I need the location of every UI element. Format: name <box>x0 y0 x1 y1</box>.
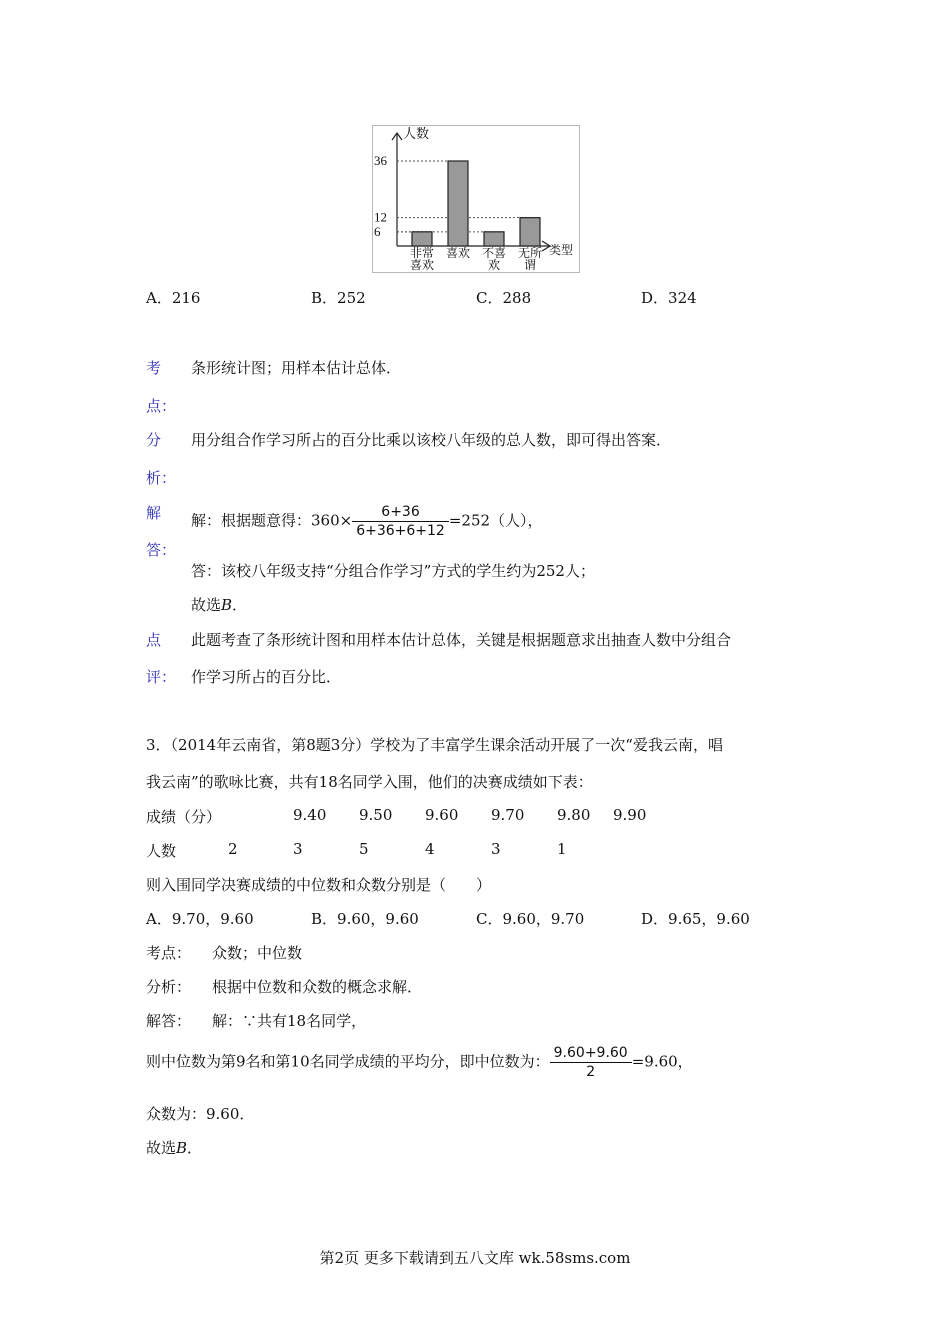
q2-solution-prefix: 解：根据题意得：360× <box>191 511 353 530</box>
q3-choice-b: B．9.60，9.60 <box>311 910 419 928</box>
q3-kaodian-label: 考点： <box>146 944 192 962</box>
q3-median-line <box>146 1044 693 1081</box>
q2-choice-c: C．288 <box>476 289 532 307</box>
category-label: 喜欢 <box>445 246 471 260</box>
q2-fraction-denominator: 6+36+6+12 <box>352 521 449 540</box>
bar-chart <box>372 125 580 273</box>
q3-score-cell: 9.90 <box>613 806 647 824</box>
q3-choice-c: C．9.60，9.70 <box>476 910 585 928</box>
category-label: 非常 <box>409 246 435 260</box>
page-footer: 第2页 更多下载请到五八文库 wk.58sms.com <box>319 1249 631 1267</box>
q3-count-cell: 2 <box>228 840 238 858</box>
q2-jieda-label-2: 答： <box>146 541 177 559</box>
q2-dianping-text-2: 作学习所占的百分比． <box>191 668 342 686</box>
q2-fenxi-text: 用分组合作学习所占的百分比乘以该校八年级的总人数，即可得出答案． <box>191 431 672 449</box>
bar <box>448 161 468 246</box>
q2-fenxi-label-2: 析： <box>146 469 177 487</box>
q3-choose-text: 故选 <box>146 1139 177 1157</box>
q3-line-1: 3．（2014年云南省，第8题3分）学校为了丰富学生课余活动开展了一次“爱我云南，唱 <box>146 736 723 754</box>
q2-kaodian-label-1: 考 <box>146 359 162 377</box>
bar <box>484 232 504 246</box>
y-tick-label: 6 <box>374 223 381 239</box>
q2-choice-b: B．252 <box>311 289 366 307</box>
q3-score-cell: 9.80 <box>557 806 591 824</box>
q2-choose-text: 故选 <box>191 596 222 614</box>
q3-kaodian-text: 众数；中位数 <box>212 944 303 962</box>
q2-dianping-label-1: 点 <box>146 631 162 649</box>
q3-fenxi-text: 根据中位数和众数的概念求解． <box>212 978 423 996</box>
q2-kaodian-text: 条形统计图；用样本估计总体． <box>191 359 402 377</box>
q3-median-suffix: =9.60， <box>631 1052 693 1071</box>
q2-choice-a: A．216 <box>146 289 201 307</box>
bar <box>520 218 540 246</box>
q3-median-denominator: 2 <box>550 1062 632 1081</box>
q2-dianping-text-1: 此题考查了条形统计图和用样本估计总体，关键是根据题意求出抽查人数中分组合 <box>191 631 732 649</box>
q3-count-cell: 5 <box>359 840 369 858</box>
q2-jieda-label-1: 解 <box>146 504 162 522</box>
q3-jieda-text: 解：∵共有18名同学， <box>212 1012 367 1030</box>
q3-jieda-label: 解答： <box>146 1012 192 1030</box>
category-label: 无所 <box>517 246 543 260</box>
q2-fraction <box>352 503 449 540</box>
q3-question: 则入围同学决赛成绩的中位数和众数分别是（ ） <box>146 876 492 894</box>
q3-median-numerator: 9.60+9.60 <box>553 1045 628 1061</box>
q3-mode-line: 众数为：9.60． <box>146 1105 255 1123</box>
category-label: 欢 <box>487 258 501 272</box>
category-label: 不喜 <box>481 246 507 260</box>
q3-choose-line <box>146 1137 202 1158</box>
q3-count-label: 人数 <box>146 842 177 860</box>
q3-median-prefix: 则中位数为第9名和第10名同学成绩的平均分，即中位数为： <box>146 1052 550 1071</box>
q2-fraction-numerator: 6+36 <box>381 504 420 520</box>
q2-choose-end: ． <box>232 596 248 614</box>
q3-choice-d: D．9.65，9.60 <box>641 910 750 928</box>
q2-solution-suffix: =252（人）， <box>448 511 543 530</box>
category-label: 喜欢 <box>409 258 435 272</box>
q3-score-cell: 9.50 <box>359 806 393 824</box>
bar-chart-svg <box>373 126 579 272</box>
q3-choose-letter: B <box>176 1139 188 1157</box>
y-axis-label: 人数 <box>403 127 430 142</box>
bar <box>412 232 432 246</box>
y-tick-label: 12 <box>374 209 387 225</box>
y-tick-label: 36 <box>374 153 387 168</box>
q3-median-fraction <box>550 1044 632 1081</box>
q3-score-cell: 9.70 <box>491 806 525 824</box>
q2-solution-line <box>191 503 543 540</box>
q2-kaodian-label-2: 点： <box>146 397 177 415</box>
q2-choose-letter: B <box>221 596 233 614</box>
category-label: 谓 <box>523 258 537 272</box>
q3-choose-end: ． <box>187 1139 203 1157</box>
q3-count-cell: 4 <box>425 840 435 858</box>
q3-score-cell: 9.40 <box>293 806 327 824</box>
q2-dianping-label-2: 评： <box>146 668 177 686</box>
q2-answer-line: 答：该校八年级支持“分组合作学习”方式的学生约为252人； <box>191 562 595 580</box>
q3-table-header-label: 成绩（分） <box>146 808 222 826</box>
q2-choice-d: D．324 <box>641 289 697 307</box>
x-axis-label: 类型 <box>549 243 574 257</box>
q3-count-cell: 1 <box>557 840 567 858</box>
q2-choose-line <box>191 594 247 615</box>
q3-count-cell: 3 <box>491 840 501 858</box>
q3-score-cell: 9.60 <box>425 806 459 824</box>
q3-choice-a: A．9.70，9.60 <box>146 910 254 928</box>
q2-fenxi-label-1: 分 <box>146 431 162 449</box>
q3-fenxi-label: 分析： <box>146 978 192 996</box>
q3-line-2: 我云南”的歌咏比赛，共有18名同学入围，他们的决赛成绩如下表： <box>146 773 593 791</box>
q3-count-cell: 3 <box>293 840 303 858</box>
